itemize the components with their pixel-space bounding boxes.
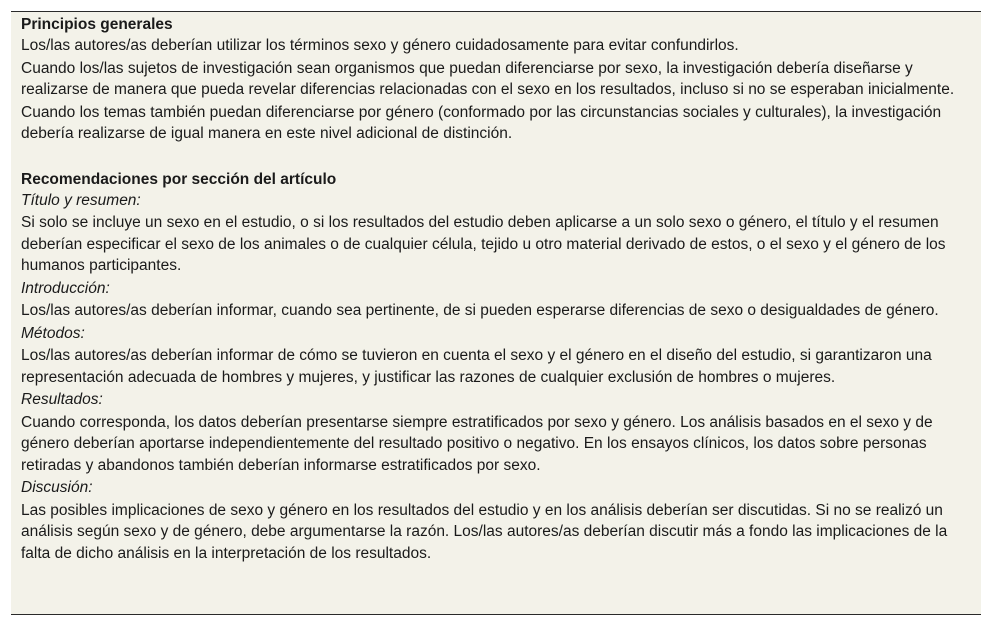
- principles-paragraph: Cuando los/las sujetos de investigación sean organismos que puedan diferenciarse por sexo, la investigación debería diseñarse y realizarse de manera que pueda revelar diferencias relacionadas con el sexo en los resultados, incluso si no se esperaban inicialmente.: [21, 59, 955, 98]
- recommendations-heading: Recomendaciones por sección del artículo: [21, 170, 337, 188]
- section-label-title-abstract: Título y resumen:: [21, 191, 141, 209]
- principles-paragraph: Los/las autores/as deberían utilizar los términos sexo y género cuidadosamente para evitar confundirlos.: [21, 37, 739, 54]
- section-spacer: [21, 146, 971, 169]
- section-label-discussion: Discusión:: [21, 479, 93, 496]
- section-text-results: Cuando corresponda, los datos deberían presentarse siempre estratificados por sexo y género. Los análisis basados en el sexo y de género deberían aportarse independientemente del resultado positivo o negativo. En los ensayos clínicos, los datos sobre personas retiradas y abandonos también deberían informarse estratificados por sexo.: [21, 413, 933, 474]
- section-text-discussion: Las posibles implicaciones de sexo y género en los resultados del estudio y en los análisis deberían ser discutidas. Si no se realizó un análisis según sexo y de género, debe argumentarse la razón. Los/las autores/as deberían discutir más a fondo las implicaciones de la falta de dicho análisis en la interpretación de los resultados.: [21, 501, 948, 562]
- guidelines-box: [11, 11, 981, 615]
- section-text-methods: Los/las autores/as deberían informar de cómo se tuvieron en cuenta el sexo y el género en el diseño del estudio, si garantizaron una representación adecuada de hombres y mujeres, y justificar las razones de cualquier exclusión de hombres o mujeres.: [21, 347, 932, 386]
- section-label-methods: Métodos:: [21, 324, 85, 342]
- section-text-title-abstract: Si solo se incluye un sexo en el estudio, o si los resultados del estudio deben aplicarse a un solo sexo o género, el título y el resumen deberían especificar el sexo de los animales o de cualquier célula, tejido u otro material derivado de estos, o el sexo y el género de los humanos participantes.: [21, 214, 946, 274]
- section-text-introduction: Los/las autores/as deberían informar, cuando sea pertinente, de si pueden esperarse diferencias de sexo o desigualdades de género.: [21, 302, 939, 319]
- principles-paragraph: Cuando los temas también puedan diferenciarse por género (conformado por las circunstancias sociales y culturales), la investigación debería realizarse de igual manera en este nivel adicional de distinción.: [21, 103, 942, 142]
- section-label-introduction: Introducción:: [21, 279, 110, 297]
- section-label-results: Resultados:: [21, 391, 103, 408]
- principles-heading: Principios generales: [21, 16, 173, 33]
